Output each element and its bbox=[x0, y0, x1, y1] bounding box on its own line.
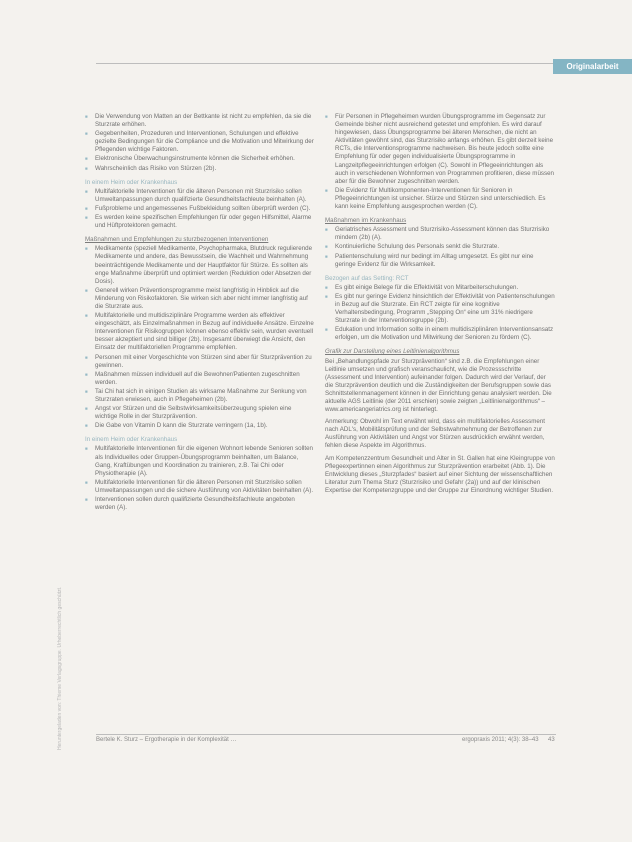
left-list-3 bbox=[85, 445, 315, 512]
right-heading-1: Maßnahmen im Krankenhaus bbox=[325, 217, 407, 225]
list-item: ■ Wahrscheinlich das Risiko von Stürzen (2b). bbox=[85, 165, 315, 173]
right-paragraph-3: Am Kompetenzzentrum Gesundheit und Alter in St. Gallen hat eine Kleingruppe von Pflegeexpertinnen einen Algorithmus zur Sturzprävention erarbeitet (Abb. 1). Die Entwicklung dieses „Sturzpfades“ basiert auf einer Sichtung der wissenschaftlichen Literatur zum Thema Sturz (Sturzrisiko und Gefahr (2a)) und auf der klinischen Expertise der Kompetenzgruppe und der Gruppe zur Einordnung wichtiger Studien. bbox=[325, 454, 555, 494]
left-heading-2: Maßnahmen und Empfehlungen zu sturzbezogenen Interventionen bbox=[85, 236, 269, 244]
page-number: 43 bbox=[548, 737, 555, 743]
list-item: ■ Geriatrisches Assessment und Sturzrisiko-Assessment können das Sturzrisiko mindern (2b) (A). bbox=[325, 226, 555, 242]
list-item: ■ Generell wirken Präventionsprogramme meist langfristig in Hinblick auf die Minderung von Risikofaktoren. Sie wirken sich aber nicht immer langfristig auf die Sturzrate aus. bbox=[85, 287, 315, 311]
list-item: ■ Gegebenheiten, Prozeduren und Interventionen, Schulungen und effektive gezielte Bedingungen für die Compliance und die Motivation und Mitwirkung der Pflegenden wichtige Faktoren. bbox=[85, 130, 315, 154]
list-item: ■ Multifaktorielle Interventionen für die eigenen Wohnort lebende Senioren sollten als Individuelles oder Gruppen-Übungsprogramm beinhalten, um Balance, Gang, Kraftübungen und Koordination zu trainieren, z.B. Tai Chi oder Physiotherapie (A). bbox=[85, 445, 315, 477]
right-paragraph-1: Bei „Behandlungspfade zur Sturzprävention“ sind z.B. die Empfehlungen einer Leitlinie umsetzen und grafisch veranschaulicht, wie die Prozessschritte (Assessment und Intervention) aufeinander folgen. Dadurch wird der Verlauf, der die Sturzprävention deutlich und die Zuständigkeiten der Berufsgruppen sowie das Schnittstellenmanagement können in der Einrichtung genau analysiert werden. Die aktuelle AGS Leitlinie (der 2011 erschien) sowie zeigten „Leitlinienalgorithmus“ – www.americangeriatrics.org ist hinterlegt. bbox=[325, 357, 552, 414]
list-item: ■ Die Evidenz für Multikomponenten-Interventionen für Senioren in Pflegeeinrichtungen ist unsicher. Stürze und Stürzen sind unterschiedlich. Es kann keine Empfehlung ausgesprochen werden (C). bbox=[325, 187, 555, 211]
list-item: ■ Multifaktorielle Interventionen für die älteren Personen mit Sturzrisiko sollen Umweltanpassungen durch qualifizierte Gesundheitsfachleute beinhalten (A). bbox=[85, 188, 315, 204]
left-list-1 bbox=[85, 188, 315, 230]
list-item: ■ Elektronische Überwachungsinstrumente können die Sicherheit erhöhen. bbox=[85, 155, 315, 163]
footer-journal: ergopraxis 2011; 4(3): 38–43 bbox=[462, 737, 539, 743]
list-item: ■ Es werden keine spezifischen Empfehlungen für oder gegen Hilfsmittel, Alarme und Hüftprotektoren gemacht. bbox=[85, 214, 315, 230]
right-list-2 bbox=[325, 284, 555, 343]
list-item: ■ Es gibt nur geringe Evidenz hinsichtlich der Effektivität von Patientenschulungen in Bezug auf die Sturzrate. Ein RCT zeigte für eine kognitive Verhaltensbedingung, Programm „Stepping On“ eine um 31% niedrigere Sturzrate in der Interventionsgruppe (2b). bbox=[325, 293, 555, 325]
right-heading-3: Grafik zur Darstellung eines Leitlinienalgorithmus bbox=[325, 348, 460, 356]
list-item: ■ Personen mit einer Vorgeschichte von Stürzen sind aber für Sturzprävention zu gewinnen. bbox=[85, 354, 315, 370]
list-item: ■ Die Gabe von Vitamin D kann die Sturzrate verringern (1a, 1b). bbox=[85, 422, 315, 430]
list-item: ■ Angst vor Stürzen und die Selbstwirksamkeitsüberzeugung spielen eine wichtige Rolle in der Sturzprävention. bbox=[85, 405, 315, 421]
list-item: ■ Fußprobleme und angemessenes Fußbekleidung sollten überprüft werden (C). bbox=[85, 205, 315, 213]
list-item: ■ Maßnahmen müssen individuell auf die Bewohner/Patienten zugeschnitten werden. bbox=[85, 371, 315, 387]
list-item: ■ Für Personen in Pflegeheimen wurden Übungsprogramme im Gegensatz zur Gemeinde bisher nicht ausreichend getestet und empfohlen. Es wird darauf hingewiesen, dass Übungsprogramme bei älteren Menschen, die nicht an Aktivitäten gewöhnt sind, das Sturzrisiko anfangs erhöhen. Es gibt derzeit keine RCTs, die Interventionsprogramme nachweisen. Bis heute jedoch sollte eine Empfehlung für oder gegen individualisierte Übungsprogramme in Langzeitpflegeeinrichtungen erfolgen (C). Sowohl in Pflegeeinrichtungen als auch in verschiedenen Wohnformen von Programmen profitieren, diese müssen aber für die Bewohner zugeschnitten werden. bbox=[325, 113, 555, 186]
list-item: ■ Tai Chi hat sich in einigen Studien als wirksame Maßnahme zur Senkung von Sturzraten erwiesen, auch in Pflegeheimen (2b). bbox=[85, 388, 315, 404]
list-item: ■ Edukation und Information sollte in einem multidisziplinären Interventionsansatz erfolgen, um die Motivation und Mitwirkung der Senioren zu fördern (C). bbox=[325, 326, 555, 342]
right-heading-2: Bezogen auf das Setting: RCT bbox=[325, 274, 409, 282]
footer-rule bbox=[96, 734, 556, 735]
right-paragraph-2: Anmerkung: Obwohl im Text erwähnt wird, dass ein multifaktorielles Assessment nach ADL's, Mobilitätsprüfung und der Selbstwahrnehmung der Betroffenen zur Ausführung von Aktivitäten und Angst vor Stürzen ausdrücklich erwähnt werden, fehlen diese Aspekte im Algorithmus. bbox=[325, 418, 545, 450]
list-item: ■ Multifaktorielle und multidisziplinäre Programme werden als effektiver eingeschätzt, als Einzelmaßnahmen in Bezug auf individuelle Ansätze. Einzelne Interventionen für Risikogruppen können ebenso effektiv sein, wurden eventuell besser akzeptiert und sind billiger (2b). Insgesamt überwiegt die Ansicht, den Einsatz der multifaktoriellen Programme empfehlen. bbox=[85, 312, 315, 352]
section-label: Originalarbeit bbox=[553, 59, 632, 74]
list-item: ■ Kontinuierliche Schulung des Personals senkt die Sturzrate. bbox=[325, 243, 555, 251]
footer-citation: Bertele K. Sturz – Ergotherapie in der Komplexität … bbox=[96, 737, 237, 743]
left-heading-1: In einem Heim oder Krankenhaus bbox=[85, 178, 178, 186]
list-item: ■ Interventionen sollen durch qualifizierte Gesundheitsfachleute angeboten werden (A). bbox=[85, 496, 315, 512]
left-heading-3: In einem Heim oder Krankenhaus bbox=[85, 436, 178, 444]
side-watermark: Heruntergeladen von: Thieme Verlagsgruppe. Urheberrechtlich geschützt. bbox=[57, 586, 63, 750]
right-column bbox=[325, 113, 555, 499]
list-item: ■ Die Verwendung von Matten an der Bettkante ist nicht zu empfehlen, da sie die Sturzrate erhöhen. bbox=[85, 113, 315, 129]
right-intro-list bbox=[325, 113, 555, 211]
left-list-2 bbox=[85, 245, 315, 430]
list-item: ■ Es gibt einige Belege für die Effektivität von Mitarbeiterschulungen. bbox=[325, 284, 555, 292]
left-intro-list bbox=[85, 113, 315, 173]
left-column bbox=[85, 113, 315, 513]
right-list-1 bbox=[325, 226, 555, 268]
header-rule bbox=[96, 63, 556, 64]
list-item: ■ Patientenschulung wird nur bedingt im Alltag umgesetzt. Es gibt nur eine geringe Evidenz für die Wirksamkeit. bbox=[325, 253, 555, 269]
list-item: ■ Medikamente (speziell Medikamente, Psychopharmaka, Blutdruck regulierende Medikamente und andere, das Bewusstsein, die Wachheit und Wahrnehmung beeinträchtigende Medikamente und der Hauptfaktor für Stürze. Es sollten als enge Maßnahme überprüft und optimiert werden (Reduktion oder Absetzen der Dosis). bbox=[85, 245, 315, 285]
list-item: ■ Multifaktorielle Interventionen für die älteren Personen mit Sturzrisiko sollen Umweltanpassungen und die sichere Ausführung von Aktivitäten beinhalten (A). bbox=[85, 479, 315, 495]
